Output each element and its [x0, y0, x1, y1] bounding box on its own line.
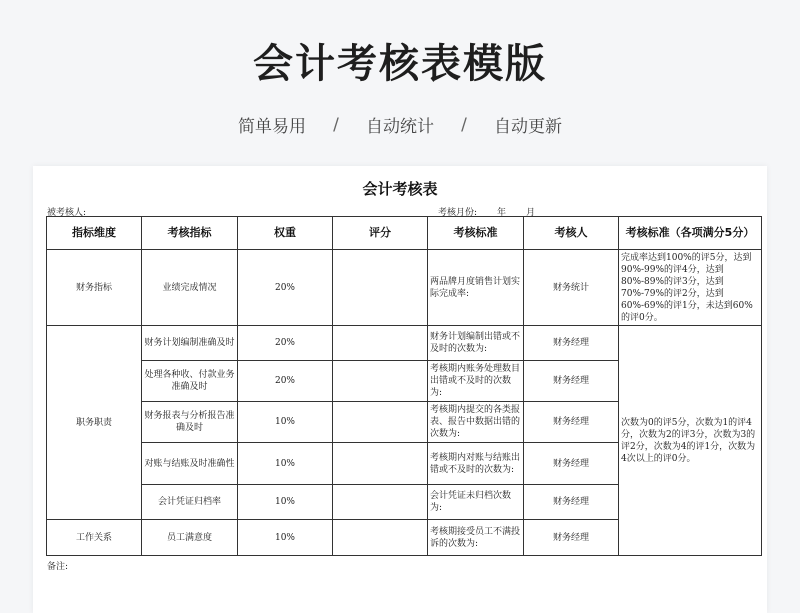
cell-weight: 10% — [238, 443, 333, 485]
cell-standard: 考核期内提交的各类报表、报告中数据出错的次数为: — [428, 402, 524, 443]
cell-score[interactable] — [333, 443, 428, 485]
cell-score[interactable] — [333, 361, 428, 402]
cell-assessor: 财务统计 — [524, 250, 619, 326]
cell-indicator: 员工满意度 — [142, 520, 238, 556]
col-header-criteria: 考核标准（各项满分5分） — [619, 217, 762, 250]
period-label: 考核月份: — [438, 208, 478, 218]
year-label: 年 — [497, 208, 507, 218]
remarks-label: 备注: — [47, 562, 69, 572]
cell-standard: 财务计划编制出错或不及时的次数为: — [428, 326, 524, 361]
month-label: 月 — [526, 208, 536, 218]
feature-tagline — [0, 112, 800, 137]
cell-criteria-counts: 次数为0的评5分，次数为1的评4分，次数为2的评3分，次数为3的评2分，次数为4的评1分，次数为4次以上的评0分。 — [619, 326, 762, 556]
cell-standard: 考核期接受员工不满投诉的次数为: — [428, 520, 524, 556]
table-row — [47, 326, 762, 361]
doc-title: 会计考核表 — [362, 180, 438, 198]
cell-assessor: 财务经理 — [524, 520, 619, 556]
cell-score[interactable] — [333, 402, 428, 443]
cell-weight: 20% — [238, 326, 333, 361]
assessment-table — [46, 216, 762, 556]
document-sheet — [33, 166, 767, 613]
cell-criteria-finance: 完成率达到100%的评5分，达到90%-99%的评4分，达到80%-89%的评3分，达到70%-79%的评2分，达到60%-69%的评1分，未达到60%的评0分。 — [619, 250, 762, 326]
feature-easy: 简单易用 — [238, 117, 306, 137]
cell-standard: 考核期内账务处理数目出错或不及时的次数为: — [428, 361, 524, 402]
cell-indicator: 会计凭证归档率 — [142, 485, 238, 520]
cell-dimension: 财务指标 — [47, 250, 142, 326]
col-header-assessor: 考核人 — [524, 217, 619, 250]
separator: / — [333, 114, 339, 135]
cell-indicator: 业绩完成情况 — [142, 250, 238, 326]
col-header-dimension: 指标维度 — [47, 217, 142, 250]
cell-weight: 20% — [238, 250, 333, 326]
cell-assessor: 财务经理 — [524, 402, 619, 443]
cell-score[interactable] — [333, 250, 428, 326]
cell-indicator: 对账与结账及时准确性 — [142, 443, 238, 485]
cell-score[interactable] — [333, 520, 428, 556]
cell-weight: 10% — [238, 402, 333, 443]
cell-indicator: 财务报表与分析报告准确及时 — [142, 402, 238, 443]
cell-standard: 考核期内对账与结账出错或不及时的次数为: — [428, 443, 524, 485]
feature-auto-stat: 自动统计 — [366, 117, 434, 137]
cell-assessor: 财务经理 — [524, 443, 619, 485]
cell-dimension: 工作关系 — [47, 520, 142, 556]
cell-weight: 20% — [238, 361, 333, 402]
cell-weight: 10% — [238, 485, 333, 520]
page-title: 会计考核表模版 — [253, 41, 547, 87]
table-header-row — [47, 217, 762, 250]
col-header-weight: 权重 — [238, 217, 333, 250]
cell-score[interactable] — [333, 326, 428, 361]
separator: / — [461, 114, 467, 135]
cell-assessor: 财务经理 — [524, 361, 619, 402]
col-header-indicator: 考核指标 — [142, 217, 238, 250]
assessee-label: 被考核人: — [47, 208, 87, 218]
cell-standard: 会计凭证未归档次数为: — [428, 485, 524, 520]
cell-indicator: 财务计划编制准确及时 — [142, 326, 238, 361]
cell-score[interactable] — [333, 485, 428, 520]
table-row — [47, 250, 762, 326]
cell-assessor: 财务经理 — [524, 326, 619, 361]
cell-standard: 两品牌月度销售计划实际完成率: — [428, 250, 524, 326]
col-header-standard: 考核标准 — [428, 217, 524, 250]
cell-dimension: 职务职责 — [47, 326, 142, 520]
col-header-score: 评分 — [333, 217, 428, 250]
feature-auto-update: 自动更新 — [494, 117, 562, 137]
cell-weight: 10% — [238, 520, 333, 556]
cell-indicator: 处理各种收、付款业务准确及时 — [142, 361, 238, 402]
cell-assessor: 财务经理 — [524, 485, 619, 520]
